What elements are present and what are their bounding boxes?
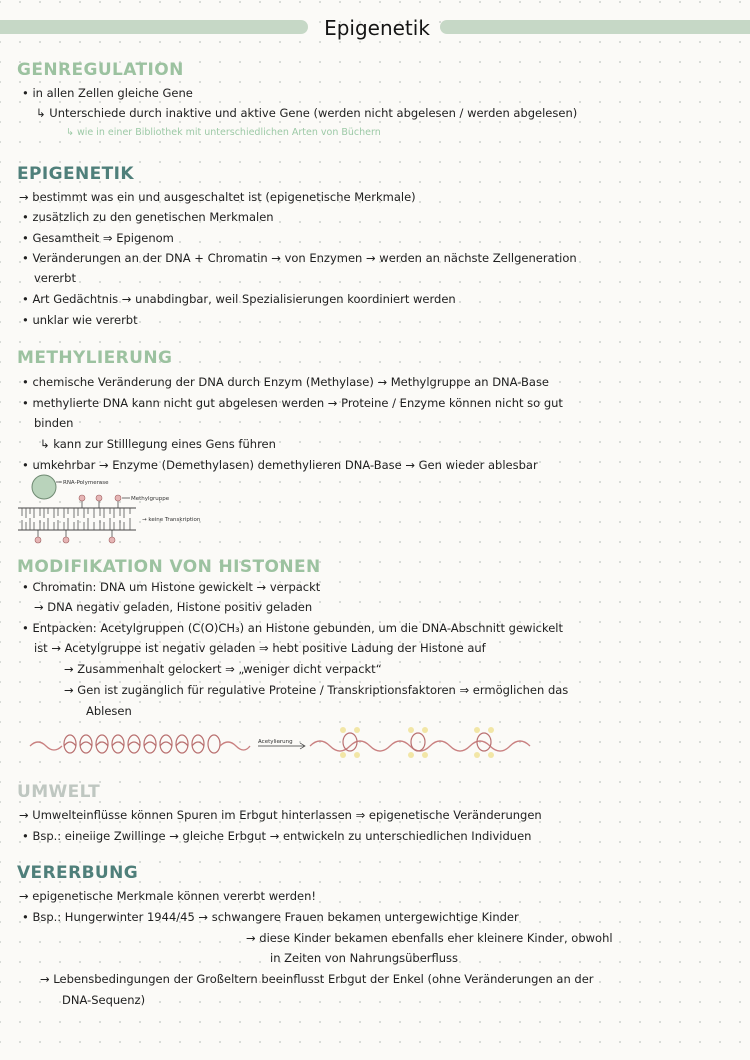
- text-line: binden: [34, 416, 74, 430]
- text-line: • Gesamtheit ⇒ Epigenom: [22, 231, 174, 245]
- acetylation-diagram: [28, 722, 538, 768]
- text-line: → Gen ist zugänglich für regulative Proteine / Transkriptionsfaktoren ⇒ ermöglichen das: [64, 683, 569, 697]
- text-line: Ablesen: [86, 704, 132, 718]
- text-line: • chemische Veränderung der DNA durch Enzym (Methylase) → Methylgruppe an DNA-Base: [22, 375, 550, 389]
- rna-polymerase-icon: [32, 475, 56, 499]
- methyl-group-icons: [79, 495, 121, 508]
- acetylated-histones-icon: [340, 727, 494, 758]
- text-line: • Art Gedächtnis → unabdingbar, weil Spezialisierungen koordiniert werden: [22, 292, 456, 306]
- condensed-histones-icon: [64, 735, 220, 753]
- text-line: → Umwelteinflüsse können Spuren im Erbgut hinterlassen ⇒ epigenetische Veränderungen: [19, 808, 542, 822]
- text-line: → Zusammenhalt gelockert ⇒ „weniger dicht verpackt“: [64, 662, 382, 676]
- heading-genregulation: GENREGULATION: [17, 60, 184, 80]
- heading-epigenetik: EPIGENETIK: [17, 164, 134, 184]
- label-keine-transkription: → keine Transkription: [142, 517, 201, 523]
- text-line: in Zeiten von Nahrungsüberfluss: [270, 951, 459, 965]
- text-line: ↳ wie in einer Bibliothek mit unterschiedlichen Arten von Büchern: [66, 127, 381, 138]
- text-line: • umkehrbar → Enzyme (Demethylasen) demethylieren DNA-Base → Gen wieder ablesbar: [22, 458, 538, 472]
- text-line: • Bsp.: Hungerwinter 1944/45 → schwangere Frauen bekamen untergewichtige Kinder: [22, 910, 519, 924]
- text-line: vererbt: [34, 271, 76, 285]
- text-line: → epigenetische Merkmale können vererbt werden!: [19, 889, 316, 903]
- text-line: → diese Kinder bekamen ebenfalls eher kleinere Kinder, obwohl: [246, 931, 613, 945]
- title-bar-right-stripe: [440, 20, 750, 34]
- heading-modifikation-von-histonen: MODIFIKATION VON HISTONEN: [17, 557, 321, 577]
- page-title: Epigenetik: [324, 16, 430, 40]
- dna-strand-icon: [18, 508, 136, 543]
- text-line: • in allen Zellen gleiche Gene: [22, 86, 193, 100]
- heading-vererbung: VERERBUNG: [17, 863, 139, 883]
- text-line: DNA-Sequenz): [62, 993, 146, 1007]
- methylation-diagram: [14, 470, 254, 550]
- text-line: → DNA negativ geladen, Histone positiv geladen: [34, 600, 313, 614]
- text-line: ist → Acetylgruppe ist negativ geladen ⇒ hebt positive Ladung der Histone auf: [34, 641, 486, 655]
- label-rna-polymerase: RNA-Polymerase: [63, 480, 109, 486]
- text-line: • zusätzlich zu den genetischen Merkmalen: [22, 210, 274, 224]
- heading-methylierung: METHYLIERUNG: [17, 348, 173, 368]
- text-line: • methylierte DNA kann nicht gut abgelesen werden → Proteine / Enzyme können nicht so gut: [22, 396, 563, 410]
- label-acetylierung: Acetylierung: [258, 739, 293, 745]
- text-line: • Chromatin: DNA um Histone gewickelt → verpackt: [22, 580, 321, 594]
- text-line: ↳ Unterschiede durch inaktive und aktive Gene (werden nicht abgelesen / werden abgelesen): [36, 106, 578, 120]
- text-line: • Veränderungen an der DNA + Chromatin → von Enzymen → werden an nächste Zellgeneration: [22, 251, 577, 265]
- title-bar-left-stripe: [0, 20, 308, 34]
- text-line: • Bsp.: eineiige Zwillinge → gleiche Erbgut → entwickeln zu unterschiedlichen Individuen: [22, 829, 532, 843]
- heading-umwelt: UMWELT: [17, 782, 101, 802]
- text-line: → Lebensbedingungen der Großeltern beeinflusst Erbgut der Enkel (ohne Veränderungen an der: [40, 972, 594, 986]
- text-line: • Entpacken: Acetylgruppen (C(O)CH₃) an Histone gebunden, um die DNA-Abschnitt gewickelt: [22, 621, 564, 635]
- text-line: ↳ kann zur Stilllegung eines Gens führen: [40, 437, 276, 451]
- label-methylgruppe: Methylgruppe: [131, 496, 170, 502]
- text-line: • unklar wie vererbt: [22, 313, 138, 327]
- text-line: → bestimmt was ein und ausgeschaltet ist (epigenetische Merkmale): [19, 190, 416, 204]
- title-bar: [0, 16, 750, 40]
